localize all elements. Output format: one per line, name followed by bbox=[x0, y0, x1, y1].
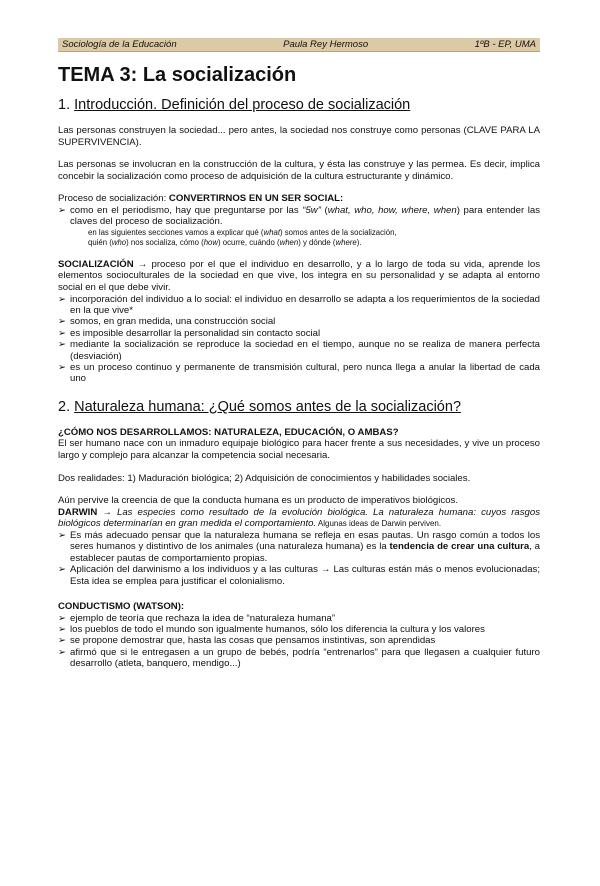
list-item-text: es imposible desarrollar la personalidad sin contacto social bbox=[70, 327, 321, 339]
list-item-text: los pueblos de todo el mundo son igualmente humanos, sólo los diferencia la cultura y los valores bbox=[70, 624, 485, 635]
section1-paragraph-2: Las personas se involucran en la construcción de la cultura, y ésta las construye y las permea. Es decir, implica concebir la socialización como proceso de adquisición de la cultura estructurante y dinámico. bbox=[58, 159, 540, 182]
list-item-text: ejemplo de teoría que rechaza la idea de “naturaleza humana” bbox=[70, 612, 336, 624]
note2-e: ). bbox=[356, 237, 362, 247]
conductismo-heading: CONDUCTISMO (WATSON): bbox=[58, 601, 185, 612]
note2-where: where bbox=[335, 237, 357, 247]
list-item-text: afirmó que si le entregasen a un grupo de bebés, podría “entrenarlos” para que llegasen a cualquier futuro desarrollo (atleta, banquero, mendigo...) bbox=[70, 646, 540, 670]
list-item bbox=[58, 205, 540, 228]
socializacion-term: SOCIALIZACIÓN bbox=[58, 258, 134, 270]
note2-when: when bbox=[279, 237, 299, 247]
page-header bbox=[58, 38, 540, 52]
note2-b: ) nos socializa, cómo ( bbox=[126, 237, 204, 247]
conductismo-list bbox=[58, 613, 540, 670]
darwin-arrow: → bbox=[97, 506, 118, 518]
proceso-list bbox=[58, 205, 540, 228]
bullet-arrow-icon: ➢ bbox=[58, 316, 67, 328]
darwin-term: DARWIN bbox=[58, 506, 98, 518]
header-group: 1ºB - EP, UMA bbox=[474, 39, 536, 50]
bullet-arrow-icon: ➢ bbox=[58, 646, 67, 658]
note1-what: what bbox=[263, 227, 281, 237]
bullet-arrow-icon: ➢ bbox=[58, 624, 67, 635]
socializacion-definition bbox=[58, 259, 540, 294]
question-text: ¿CÓMO NOS DESARROLLAMOS: NATURALEZA, EDUCACIÓN, O AMBAS? bbox=[58, 426, 399, 438]
bullet-arrow-icon: ➢ bbox=[58, 293, 67, 305]
section1-heading bbox=[58, 97, 540, 113]
list-item-text: incorporación del individuo a lo social: el individuo en desarrollo se adapta a los requerimientos de la sociedad en la que vive* bbox=[70, 293, 540, 316]
list-item-text: se propone demostrar que, hasta las cosas que pensamos instintivas, son aprendidas bbox=[70, 635, 436, 647]
document-page bbox=[0, 38, 600, 886]
bullet-arrow-icon: ➢ bbox=[58, 204, 67, 216]
section2-number: 2. bbox=[58, 398, 75, 415]
note2-a: quién ( bbox=[88, 237, 112, 247]
d1-b: , a establecer pautas de comportamiento propias. bbox=[70, 541, 541, 564]
note2-c: ) ocurre, cuándo ( bbox=[218, 237, 280, 247]
b1-open: ( bbox=[320, 204, 328, 216]
aun-pervive: Aún pervive la creencia de que la conducta humana es un producto de imperativos biológicos. bbox=[58, 495, 458, 507]
dos-realidades: Dos realidades: 1) Maduración biológica; 2) Adquisición de conocimientos y habilidades sociales. bbox=[58, 472, 471, 484]
d1-bold: tendencia de crear una cultura bbox=[389, 541, 530, 553]
note-line-2 bbox=[58, 238, 540, 248]
note1-b: ) somos antes de la socialización, bbox=[280, 227, 397, 237]
bullet-arrow-icon: ➢ bbox=[58, 362, 67, 373]
note2-how: how bbox=[203, 237, 219, 247]
note2-d: ) y dónde ( bbox=[298, 237, 336, 247]
section1-title: Introducción. Definición del proceso de socialización bbox=[74, 97, 411, 113]
header-author: Paula Rey Hermoso bbox=[283, 39, 369, 50]
list-item-text: es un proceso continuo y permanente de transmisión cultural, pero nunca llega a anular la libertad de cada uno bbox=[70, 362, 540, 385]
question-paragraph: El ser humano nace con un inmaduro equipaje biológico para hacer frente a sus necesidades, y vive un proceso largo y complejo para alcanzar la competencia social necesaria. bbox=[58, 438, 540, 461]
darwin-list bbox=[58, 530, 540, 587]
proceso-label: Proceso de socialización: bbox=[58, 193, 169, 205]
note2-who: who bbox=[111, 237, 127, 247]
list-item bbox=[58, 624, 540, 635]
list-item bbox=[58, 613, 540, 624]
bullet-arrow-icon: ➢ bbox=[58, 635, 67, 647]
proceso-line bbox=[58, 193, 540, 205]
darwin-italic: Las especies como resultado de la evolución biológica. La naturaleza humana: cuyos rasgos biológicos determinarían en gran medida el comportamiento. bbox=[58, 506, 540, 530]
page-title: TEMA 3: La socialización bbox=[58, 64, 297, 86]
list-item-text: Aplicación del darwinismo a los individuos y a las culturas → Las culturas están más o menos evolucionadas; Esta idea se emplea para justificar el colonialismo. bbox=[70, 564, 540, 587]
header-course: Sociología de la Educación bbox=[62, 39, 177, 50]
bullet-arrow-icon: ➢ bbox=[58, 327, 67, 339]
list-item bbox=[58, 530, 540, 564]
list-item bbox=[58, 294, 540, 317]
bullet-arrow-icon: ➢ bbox=[58, 529, 67, 541]
b1-what: what, who, how, where, when bbox=[327, 204, 457, 216]
b1-post: ) para entender las claves del proceso de socialización. bbox=[70, 204, 540, 228]
socializacion-text: → proceso por el que el individuo en desarrollo, y a lo largo de toda su vida, aprende los elementos socioculturales de la sociedad en que vive, los integra en su personalidad y se adapta al entorno social en el que debe vivir. bbox=[58, 258, 540, 293]
question-heading bbox=[58, 427, 540, 439]
bullet-arrow-icon: ➢ bbox=[58, 339, 67, 351]
list-item bbox=[58, 316, 540, 327]
section1-paragraph-1: Las personas construyen la sociedad... pero antes, la sociedad nos construye como personas (CLAVE PARA LA SUPERVIVENCIA). bbox=[58, 125, 540, 148]
bullet-arrow-icon: ➢ bbox=[58, 612, 67, 624]
section2-heading bbox=[58, 399, 540, 415]
list-item bbox=[58, 328, 540, 339]
proceso-bold: CONVERTIRNOS EN UN SER SOCIAL: bbox=[168, 193, 344, 205]
list-item bbox=[58, 635, 540, 646]
note-line-1 bbox=[58, 228, 540, 238]
section1-number: 1. bbox=[58, 97, 75, 113]
socializacion-list bbox=[58, 294, 540, 385]
bullet-arrow-icon: ➢ bbox=[58, 564, 67, 576]
list-item-text: somos, en gran medida, una construcción social bbox=[70, 316, 276, 328]
list-item bbox=[58, 362, 540, 385]
section2-title: Naturaleza humana: ¿Qué somos antes de la socialización? bbox=[74, 398, 462, 415]
list-item bbox=[58, 647, 540, 670]
list-item bbox=[58, 339, 540, 362]
d1-a: Es más adecuado pensar que la naturaleza humana se refleja en esas pautas. Un rasgo común a todos los seres humanos y distintivo de los animales (una naturaleza humana) es la bbox=[70, 529, 540, 553]
b1-pre: como en el periodismo, hay que preguntarse por las bbox=[70, 204, 303, 216]
list-item bbox=[58, 564, 540, 587]
list-item-text: mediante la socialización se reproduce la sociedad en el tiempo, aunque no se realiza de manera perfecta (desviación) bbox=[70, 339, 540, 362]
note1-a: en las siguientes secciones vamos a explicar qué ( bbox=[88, 227, 264, 237]
darwin-paragraph bbox=[58, 507, 540, 530]
b1-5w: “5w” bbox=[302, 204, 321, 216]
darwin-small: Algunas ideas de Darwin perviven. bbox=[316, 519, 442, 529]
